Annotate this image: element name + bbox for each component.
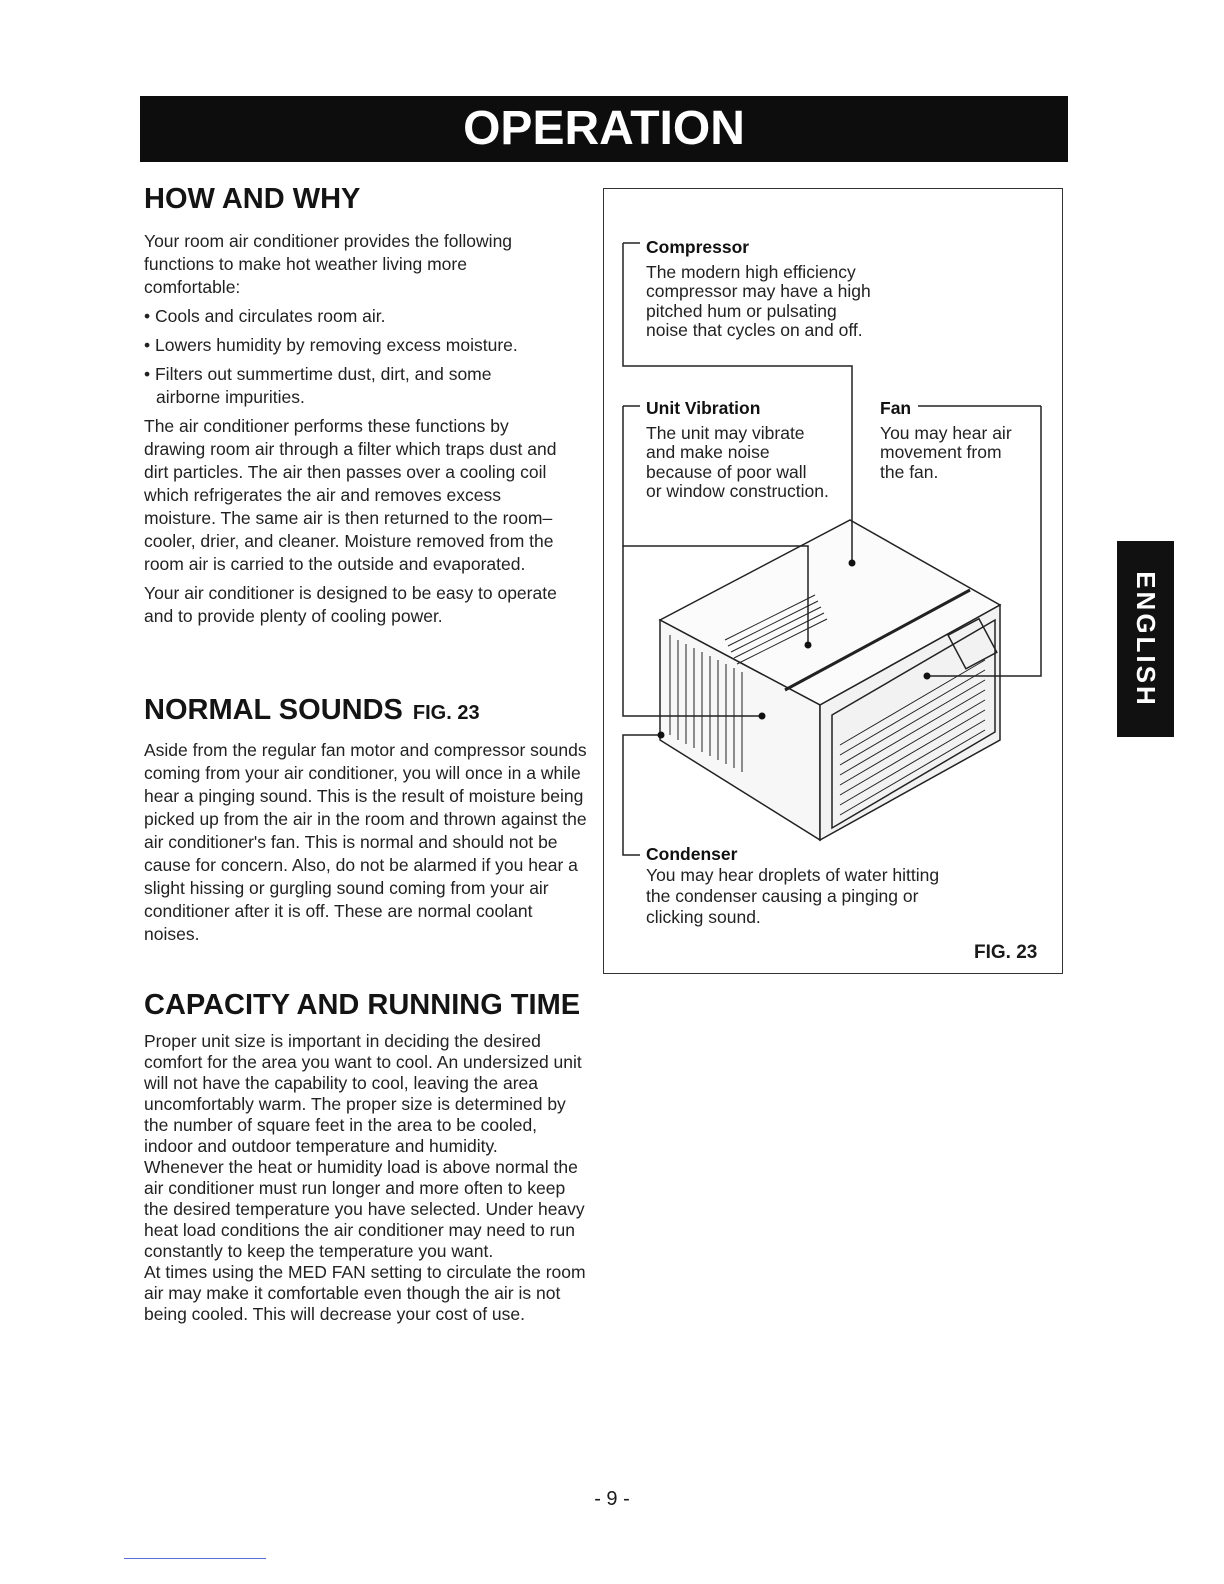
language-side-tab [1117,541,1174,737]
capacity-heading: CAPACITY AND RUNNING TIME [144,989,581,1021]
how-and-why-heading: HOW AND WHY [144,183,361,215]
fan-text [880,424,1012,483]
condenser-line: You may hear droplets of water hitting [646,865,940,885]
compressor-line: pitched hum or pulsating [646,300,837,321]
capacity-paragraph-3: At times using the MED FAN setting to circulate the room air may make it comfortable even though the air is not being cooled. This will decrease your cost of use. [144,1262,586,1324]
compressor-callout [646,238,871,341]
figure-label: FIG. 23 [974,942,1038,963]
unit-vibration-line: or window construction. [646,481,829,501]
unit-vibration-line: because of poor wall [646,461,807,482]
unit-vibration-title: Unit Vibration [646,398,761,418]
unit-vibration-text [646,424,829,502]
fan-line: the fan. [880,461,939,482]
condenser-text [646,865,939,928]
fan-title: Fan [880,398,912,418]
how-and-why-intro: Your room air conditioner provides the following functions to make hot weather living more comfortable: [144,231,513,297]
page-number: - 9 - [594,1488,630,1510]
bottom-rule [124,1558,266,1559]
how-and-why-paragraph-2: Your air conditioner is designed to be easy to operate and to provide plenty of cooling power. [144,583,557,626]
capacity-paragraph-1: Proper unit size is important in deciding the desired comfort for the area you want to cool. An undersized unit will not have the capability to cool, leaving the area uncomfortably warm. The proper size is determined by the number of square feet in the area to be cooled, indoor and outdoor temperature and humidity. [144,1031,582,1156]
page-title-banner: OPERATION [140,96,1068,162]
compressor-text [646,263,871,341]
how-and-why-paragraph-1: The air conditioner performs these functions by drawing room air through a filter which traps dust and dirt particles. The air then passes over a cooling coil which refrigerates the air and removes excess moisture. The same air is then returned to the room– cooler, drier, and cleaner. Moisture removed from the room air is carried to the outside and evaporated. [144,416,557,574]
bullet-humidity: • Lowers humidity by removing excess moisture. [144,335,518,355]
compressor-line: The modern high efficiency [646,261,856,282]
unit-vibration-line: The unit may vibrate [646,422,805,443]
condenser-leader-line [623,735,661,855]
unit-vibration-line: and make noise [646,442,770,462]
condenser-line: the condenser causing a pinging or [646,886,919,906]
bullet-cools: • Cools and circulates room air. [144,306,386,326]
language-side-tab-label: ENGLISH [1131,570,1162,708]
compressor-line: noise that cycles on and off. [646,320,863,340]
compressor-line: compressor may have a high [646,281,871,301]
fan-line: movement from [880,442,1002,462]
condenser-line: clicking sound. [646,907,761,927]
bullet-filters: • Filters out summertime dust, dirt, and some airborne impurities. [144,364,492,407]
normal-sounds-title: NORMAL SOUNDS [144,694,403,726]
capacity-paragraph-2: Whenever the heat or humidity load is above normal the air conditioner must run longer and more often to keep the desired temperature you have selected. Under heavy heat load conditions the air conditioner may need to run constantly to keep the temperature you want. [144,1157,585,1261]
unit-vibration-callout [646,399,829,502]
condenser-title: Condenser [646,844,738,864]
fan-line: You may hear air [880,422,1012,443]
fan-callout [880,399,1012,482]
condenser-callout [646,844,939,928]
compressor-title: Compressor [646,237,750,257]
normal-sounds-paragraph: Aside from the regular fan motor and compressor sounds coming from your air conditioner, you will once in a while hear a pinging sound. This is the result of moisture being picked up from the air in the room and thrown against the air conditioner's fan. This is normal and should not be cause for concern. Also, do not be alarmed if you hear a slight hissing or gurgling sound coming from your air conditioner after it is off. These are normal coolant noises. [144,740,587,944]
normal-sounds-fig-ref: FIG. 23 [412,702,480,724]
